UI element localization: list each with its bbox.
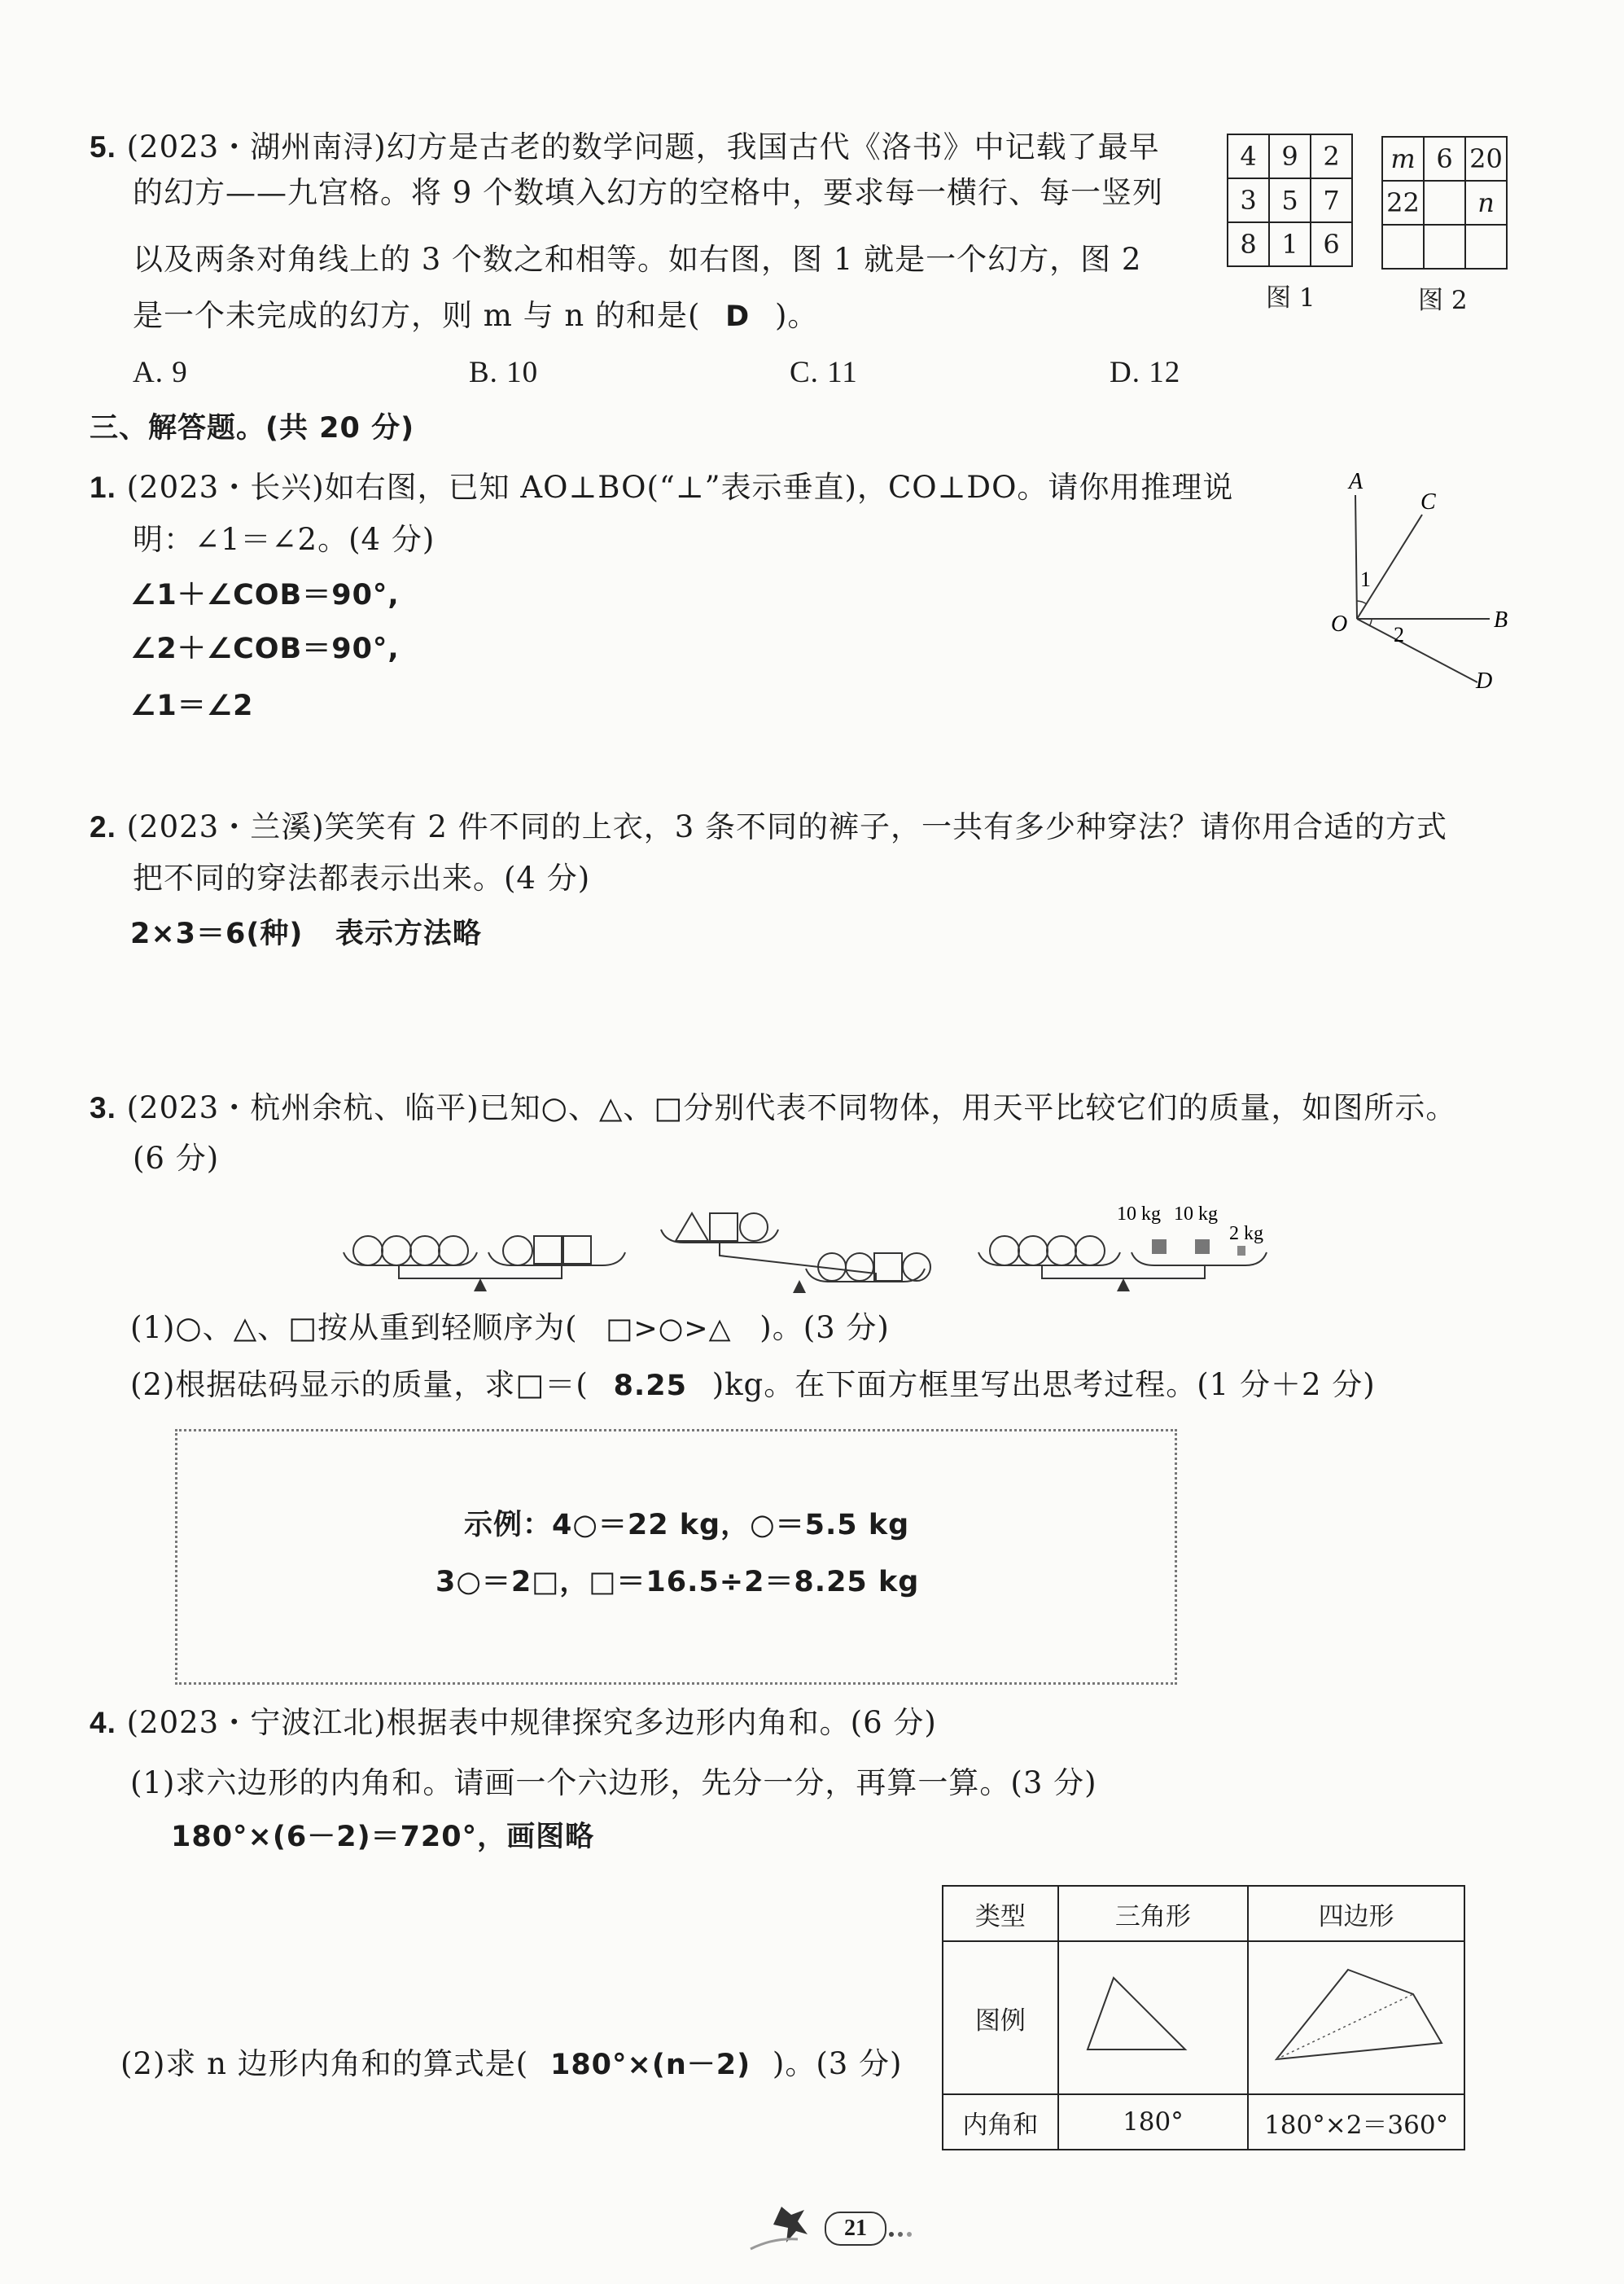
label-angle-1: 1 bbox=[1360, 568, 1371, 591]
q1-line-1: (2023・长兴)如右图，已知 AO⊥BO(“⊥”表示垂直)，CO⊥DO。请你用推理说 bbox=[126, 470, 1234, 505]
q4-text-line-1 bbox=[90, 1704, 937, 1742]
quadrilateral-figure bbox=[1258, 1953, 1454, 2076]
q1-answer-1: ∠1＋∠COB＝90°, bbox=[130, 579, 400, 612]
circle-shape bbox=[439, 1236, 468, 1265]
circle-shape bbox=[503, 1236, 532, 1265]
q5-close: )。 bbox=[775, 298, 819, 333]
fig2-cell bbox=[1382, 225, 1424, 269]
fig2-cell bbox=[1424, 225, 1465, 269]
fig2-cell: m bbox=[1382, 137, 1424, 181]
polygon-table bbox=[942, 1885, 1465, 2150]
weight-10kg bbox=[1195, 1239, 1210, 1254]
q5-option-b: B. 10 bbox=[469, 356, 539, 389]
q2-answer: 2×3＝6(种) 表示方法略 bbox=[130, 918, 482, 950]
q3-box-line-1: 示例：4○＝22 kg，○＝5.5 kg bbox=[464, 1509, 910, 1541]
square-shape bbox=[563, 1236, 591, 1264]
q3-sub1-answer: □>○>△ bbox=[606, 1313, 732, 1345]
triangle-angle-sum: 180° bbox=[1058, 2094, 1248, 2150]
q5-line-4: 是一个未完成的幻方，则 m 与 n 的和是( bbox=[133, 298, 701, 333]
pan bbox=[1132, 1252, 1267, 1265]
label-d: D bbox=[1476, 669, 1493, 694]
circle-shape bbox=[990, 1236, 1019, 1265]
ray-od bbox=[1357, 619, 1477, 682]
label-o: O bbox=[1331, 612, 1348, 637]
weight-2kg bbox=[1237, 1246, 1245, 1256]
fig2-cell: 6 bbox=[1424, 137, 1465, 181]
q1-number: 1. bbox=[90, 471, 116, 504]
fig1-cell: 7 bbox=[1311, 178, 1352, 222]
fig2-cell: n bbox=[1465, 181, 1507, 225]
balance-1 bbox=[344, 1236, 625, 1278]
square-shape bbox=[874, 1253, 902, 1281]
q5-text-line-1 bbox=[90, 129, 1160, 166]
beam bbox=[720, 1243, 876, 1282]
label-angle-2: 2 bbox=[1394, 623, 1404, 647]
q3-sub2-text: (2)根据砝码显示的质量，求□＝( bbox=[130, 1367, 589, 1402]
weight-label-1: 10 kg bbox=[1117, 1203, 1161, 1225]
fig1-cell: 5 bbox=[1269, 178, 1311, 222]
q3-sub1 bbox=[130, 1309, 890, 1348]
beam bbox=[399, 1265, 562, 1278]
q5-number: 5. bbox=[90, 130, 116, 164]
fig2-cell: 22 bbox=[1382, 181, 1424, 225]
circle-shape bbox=[1047, 1236, 1076, 1265]
answer-box bbox=[175, 1429, 1177, 1685]
fulcrum bbox=[793, 1280, 806, 1293]
q2-text-line-2: 把不同的穿法都表示出来。(4 分) bbox=[133, 861, 591, 896]
weight-label-2: 10 kg bbox=[1174, 1203, 1218, 1225]
q1-answer-2: ∠2＋∠COB＝90°, bbox=[130, 633, 400, 665]
q1-text-line-1 bbox=[90, 469, 1233, 506]
table-header-quadrilateral: 四边形 bbox=[1248, 1886, 1464, 1941]
circle-shape bbox=[353, 1236, 383, 1265]
circle-shape bbox=[846, 1253, 873, 1281]
q4-number: 4. bbox=[90, 1706, 116, 1739]
q5-option-d: D. 12 bbox=[1110, 356, 1181, 389]
weight-label-3: 2 kg bbox=[1229, 1223, 1263, 1244]
q3-sub2-close: )kg。在下面方框里写出思考过程。(1 分＋2 分) bbox=[711, 1367, 1376, 1402]
q2-number: 2. bbox=[90, 810, 116, 844]
q4-sub2-close: )。(3 分) bbox=[772, 2046, 903, 2081]
fig1-cell: 9 bbox=[1269, 134, 1311, 178]
table-header-triangle: 三角形 bbox=[1058, 1886, 1248, 1941]
fulcrum bbox=[1117, 1278, 1130, 1291]
quadrilateral-angle-sum: 180°×2＝360° bbox=[1248, 2094, 1464, 2150]
circle-shape bbox=[382, 1236, 411, 1265]
circle-shape bbox=[903, 1253, 930, 1281]
circle-shape bbox=[740, 1213, 768, 1241]
footer-dots bbox=[889, 2225, 921, 2231]
balance-2 bbox=[661, 1213, 930, 1282]
q2-text-line-1 bbox=[90, 809, 1447, 846]
fulcrum bbox=[474, 1278, 487, 1291]
table-row-angle-sum-label: 内角和 bbox=[943, 2094, 1058, 2150]
balance-figures bbox=[334, 1189, 1311, 1303]
q4-sub1-answer: 180°×(6－2)＝720°，画图略 bbox=[171, 1821, 595, 1853]
page-number: 21 bbox=[844, 2216, 867, 2241]
q4-sub2 bbox=[120, 2045, 903, 2084]
q4-sub2-answer: 180°×(n－2) bbox=[549, 2049, 751, 2081]
q3-text-line-1 bbox=[90, 1089, 1456, 1127]
q3-line-1: (2023・杭州余杭、临平)已知○、△、□分别代表不同物体，用天平比较它们的质量，如图所示。 bbox=[126, 1090, 1457, 1125]
q5-option-c: C. 11 bbox=[790, 356, 858, 389]
table-header-type: 类型 bbox=[943, 1886, 1058, 1941]
magic-square-fig1 bbox=[1227, 134, 1353, 267]
q3-box-line-2: 3○＝2□，□＝16.5÷2＝8.25 kg bbox=[436, 1566, 920, 1598]
q3-number: 3. bbox=[90, 1091, 116, 1124]
label-c: C bbox=[1420, 489, 1436, 515]
weight-10kg bbox=[1152, 1239, 1167, 1254]
q5-text-line-4 bbox=[133, 297, 818, 335]
fig2-caption: 图 2 bbox=[1418, 286, 1468, 315]
fig2-cell bbox=[1465, 225, 1507, 269]
fig1-cell: 8 bbox=[1228, 222, 1269, 266]
fig2-cell bbox=[1424, 181, 1465, 225]
table-row-figure-label: 图例 bbox=[943, 1941, 1058, 2094]
fig1-cell: 2 bbox=[1311, 134, 1352, 178]
fig1-cell: 4 bbox=[1228, 134, 1269, 178]
q1-answer-3: ∠1＝∠2 bbox=[130, 690, 254, 722]
q3-sub1-close: )。(3 分) bbox=[759, 1310, 890, 1345]
fig1-caption: 图 1 bbox=[1266, 283, 1315, 313]
q4-line: (2023・宁波江北)根据表中规律探究多边形内角和。(6 分) bbox=[126, 1705, 937, 1740]
fig1-cell: 3 bbox=[1228, 178, 1269, 222]
q3-sub2 bbox=[130, 1366, 1376, 1405]
q2-line-1: (2023・兰溪)笑笑有 2 件不同的上衣，3 条不同的裤子，一共有多少种穿法？请你用合适的方式 bbox=[126, 809, 1448, 844]
triangle-figure-cell bbox=[1058, 1941, 1248, 2094]
angle-arc-1 bbox=[1357, 601, 1367, 604]
magic-square-fig2 bbox=[1381, 136, 1508, 270]
ray-oc bbox=[1357, 515, 1422, 619]
angle-arc-2 bbox=[1369, 619, 1372, 626]
q4-sub1: (1)求六边形的内角和。请画一个六边形，先分一分，再算一算。(3 分) bbox=[130, 1765, 1097, 1800]
q3-sub2-answer: 8.25 bbox=[613, 1370, 687, 1402]
fig1-cell: 6 bbox=[1311, 222, 1352, 266]
q3-sub1-text: (1)○、△、□按从重到轻顺序为( bbox=[130, 1310, 578, 1345]
q5-text-line-3: 以及两条对角线上的 3 个数之和相等。如右图，图 1 就是一个幻方，图 2 bbox=[133, 242, 1142, 277]
label-a: A bbox=[1349, 469, 1364, 494]
ray-oa bbox=[1355, 495, 1357, 619]
q1-text-line-2: 明：∠1＝∠2。(4 分) bbox=[133, 522, 436, 557]
circle-shape bbox=[410, 1236, 440, 1265]
triangle-shape bbox=[676, 1213, 708, 1241]
q5-answer: D bbox=[725, 300, 751, 333]
balance-3 bbox=[978, 1236, 1267, 1278]
circle-shape bbox=[1018, 1236, 1048, 1265]
quadrilateral-figure-cell bbox=[1248, 1941, 1464, 2094]
q4-sub2-text: (2)求 n 边形内角和的算式是( bbox=[120, 2046, 529, 2081]
q5-line-1: (2023・湖州南浔)幻方是古老的数学问题，我国古代《洛书》中记载了最早 bbox=[126, 129, 1160, 164]
beam bbox=[1042, 1265, 1205, 1278]
diagonal-dotted bbox=[1276, 1994, 1413, 2059]
fig2-cell: 20 bbox=[1465, 137, 1507, 181]
label-b: B bbox=[1494, 607, 1508, 633]
page-number-badge bbox=[825, 2212, 886, 2246]
runner-icon bbox=[773, 2207, 808, 2242]
q5-text-line-2: 的幻方——九宫格。将 9 个数填入幻方的空格中，要求每一横行、每一竖列 bbox=[133, 175, 1164, 210]
angle-figure bbox=[1315, 464, 1518, 700]
circle-shape bbox=[1075, 1236, 1105, 1265]
square-shape bbox=[534, 1236, 562, 1264]
fig1-cell: 1 bbox=[1269, 222, 1311, 266]
q3-text-line-2: (6 分) bbox=[133, 1141, 220, 1176]
triangle-figure bbox=[1071, 1953, 1234, 2076]
q5-option-a: A. 9 bbox=[133, 356, 188, 389]
square-shape bbox=[710, 1213, 738, 1241]
section-3-title: 三、解答题。(共 20 分) bbox=[90, 412, 415, 445]
